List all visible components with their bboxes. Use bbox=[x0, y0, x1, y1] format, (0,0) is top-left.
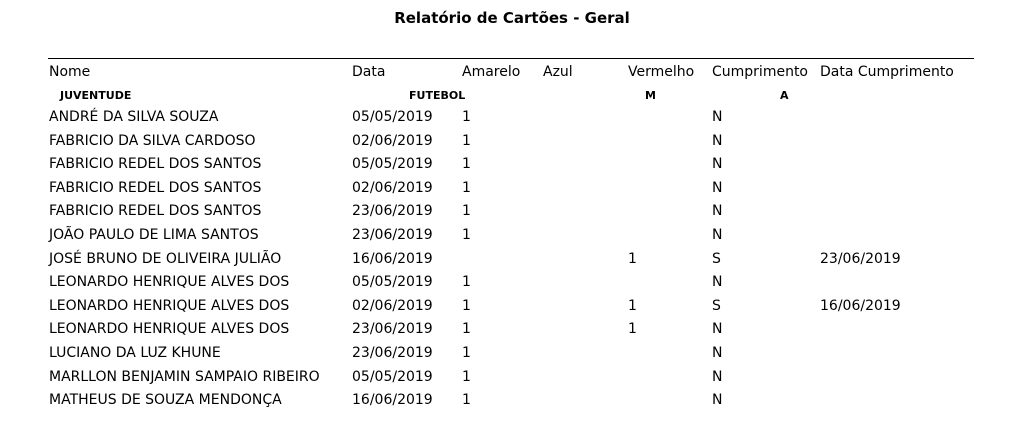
cell-data: 05/05/2019 bbox=[352, 109, 433, 125]
column-header-row bbox=[0, 62, 1024, 84]
cell-nome: LEONARDO HENRIQUE ALVES DOS bbox=[49, 297, 290, 314]
cell-data: 23/06/2019 bbox=[352, 344, 433, 361]
cell-nome: FABRICIO DA SILVA CARDOSO bbox=[49, 132, 256, 149]
cell-amarelo: 1 bbox=[462, 156, 471, 173]
cell-data-cumprimento: 23/06/2019 bbox=[820, 250, 901, 267]
cell-data: 23/06/2019 bbox=[352, 226, 433, 243]
table-row bbox=[0, 296, 1024, 320]
group-code-a: A bbox=[780, 89, 789, 102]
cell-data: 02/06/2019 bbox=[352, 297, 433, 314]
cell-data: 02/06/2019 bbox=[352, 132, 433, 149]
cell-data: 23/06/2019 bbox=[352, 203, 433, 220]
cell-cumprimento: N bbox=[712, 203, 723, 220]
cell-vermelho: 1 bbox=[628, 297, 637, 314]
cell-nome: LUCIANO DA LUZ KHUNE bbox=[49, 344, 221, 361]
header-rule bbox=[48, 58, 974, 59]
column-header-azul: Azul bbox=[543, 64, 573, 80]
cell-nome: MARLLON BENJAMIN SAMPAIO RIBEIRO bbox=[49, 368, 320, 385]
cell-data: 23/06/2019 bbox=[352, 321, 433, 338]
cell-nome: FABRICIO REDEL DOS SANTOS bbox=[49, 179, 262, 196]
cell-cumprimento: N bbox=[712, 156, 723, 173]
cell-nome: JOSÉ BRUNO DE OLIVEIRA JULIÃO bbox=[49, 250, 282, 267]
cell-nome: FABRICIO REDEL DOS SANTOS bbox=[49, 203, 262, 220]
group-code-m: M bbox=[645, 89, 656, 102]
cell-nome: MATHEUS DE SOUZA MENDONÇA bbox=[49, 392, 282, 409]
column-header-vermelho: Vermelho bbox=[628, 64, 695, 80]
cell-amarelo: 1 bbox=[462, 132, 471, 149]
cell-nome: JOÃO PAULO DE LIMA SANTOS bbox=[49, 226, 259, 243]
cell-cumprimento: N bbox=[712, 274, 723, 291]
table-row bbox=[0, 319, 1024, 343]
cell-nome: LEONARDO HENRIQUE ALVES DOS bbox=[49, 321, 290, 338]
report-rows bbox=[0, 107, 1024, 414]
column-header-data: Data bbox=[352, 64, 386, 80]
group-sport: FUTEBOL bbox=[409, 89, 466, 102]
cell-amarelo: 1 bbox=[462, 226, 471, 243]
cell-vermelho: 1 bbox=[628, 321, 637, 338]
table-row bbox=[0, 390, 1024, 414]
column-header-amarelo: Amarelo bbox=[462, 64, 521, 80]
group-header-row bbox=[0, 86, 1024, 108]
cell-amarelo: 1 bbox=[462, 321, 471, 338]
cell-cumprimento: S bbox=[712, 297, 721, 314]
cell-data-cumprimento: 16/06/2019 bbox=[820, 297, 901, 314]
table-row bbox=[0, 131, 1024, 155]
column-header-data-cumprimento: Data Cumprimento bbox=[820, 64, 954, 80]
table-row bbox=[0, 343, 1024, 367]
cell-cumprimento: N bbox=[712, 392, 723, 409]
group-team: JUVENTUDE bbox=[60, 89, 132, 102]
table-row bbox=[0, 178, 1024, 202]
table-row bbox=[0, 107, 1024, 131]
cell-nome: FABRICIO REDEL DOS SANTOS bbox=[49, 156, 262, 173]
table-row bbox=[0, 249, 1024, 273]
cell-data: 05/05/2019 bbox=[352, 156, 433, 173]
table-row bbox=[0, 201, 1024, 225]
cell-cumprimento: N bbox=[712, 179, 723, 196]
table-row bbox=[0, 225, 1024, 249]
cell-data: 16/06/2019 bbox=[352, 250, 433, 267]
cell-cumprimento: N bbox=[712, 321, 723, 338]
cell-amarelo: 1 bbox=[462, 109, 471, 125]
cell-nome: LEONARDO HENRIQUE ALVES DOS bbox=[49, 274, 290, 291]
cell-amarelo: 1 bbox=[462, 179, 471, 196]
table-row bbox=[0, 154, 1024, 178]
cell-cumprimento: N bbox=[712, 368, 723, 385]
column-header-cumprimento: Cumprimento bbox=[712, 64, 808, 80]
cell-amarelo: 1 bbox=[462, 274, 471, 291]
cell-amarelo: 1 bbox=[462, 392, 471, 409]
cell-data: 05/05/2019 bbox=[352, 274, 433, 291]
table-row bbox=[0, 367, 1024, 391]
cell-amarelo: 1 bbox=[462, 368, 471, 385]
cell-cumprimento: S bbox=[712, 250, 721, 267]
cell-amarelo: 1 bbox=[462, 344, 471, 361]
cell-cumprimento: N bbox=[712, 344, 723, 361]
cell-nome: ANDRÉ DA SILVA SOUZA bbox=[49, 109, 219, 125]
cell-data: 05/05/2019 bbox=[352, 368, 433, 385]
cell-vermelho: 1 bbox=[628, 250, 637, 267]
column-header-nome: Nome bbox=[49, 64, 91, 80]
cell-data: 16/06/2019 bbox=[352, 392, 433, 409]
cell-data: 02/06/2019 bbox=[352, 179, 433, 196]
report-title: Relatório de Cartões - Geral bbox=[394, 9, 630, 27]
cell-cumprimento: N bbox=[712, 226, 723, 243]
cell-amarelo: 1 bbox=[462, 203, 471, 220]
cell-cumprimento: N bbox=[712, 109, 723, 125]
table-row bbox=[0, 272, 1024, 296]
cell-cumprimento: N bbox=[712, 132, 723, 149]
cell-amarelo: 1 bbox=[462, 297, 471, 314]
